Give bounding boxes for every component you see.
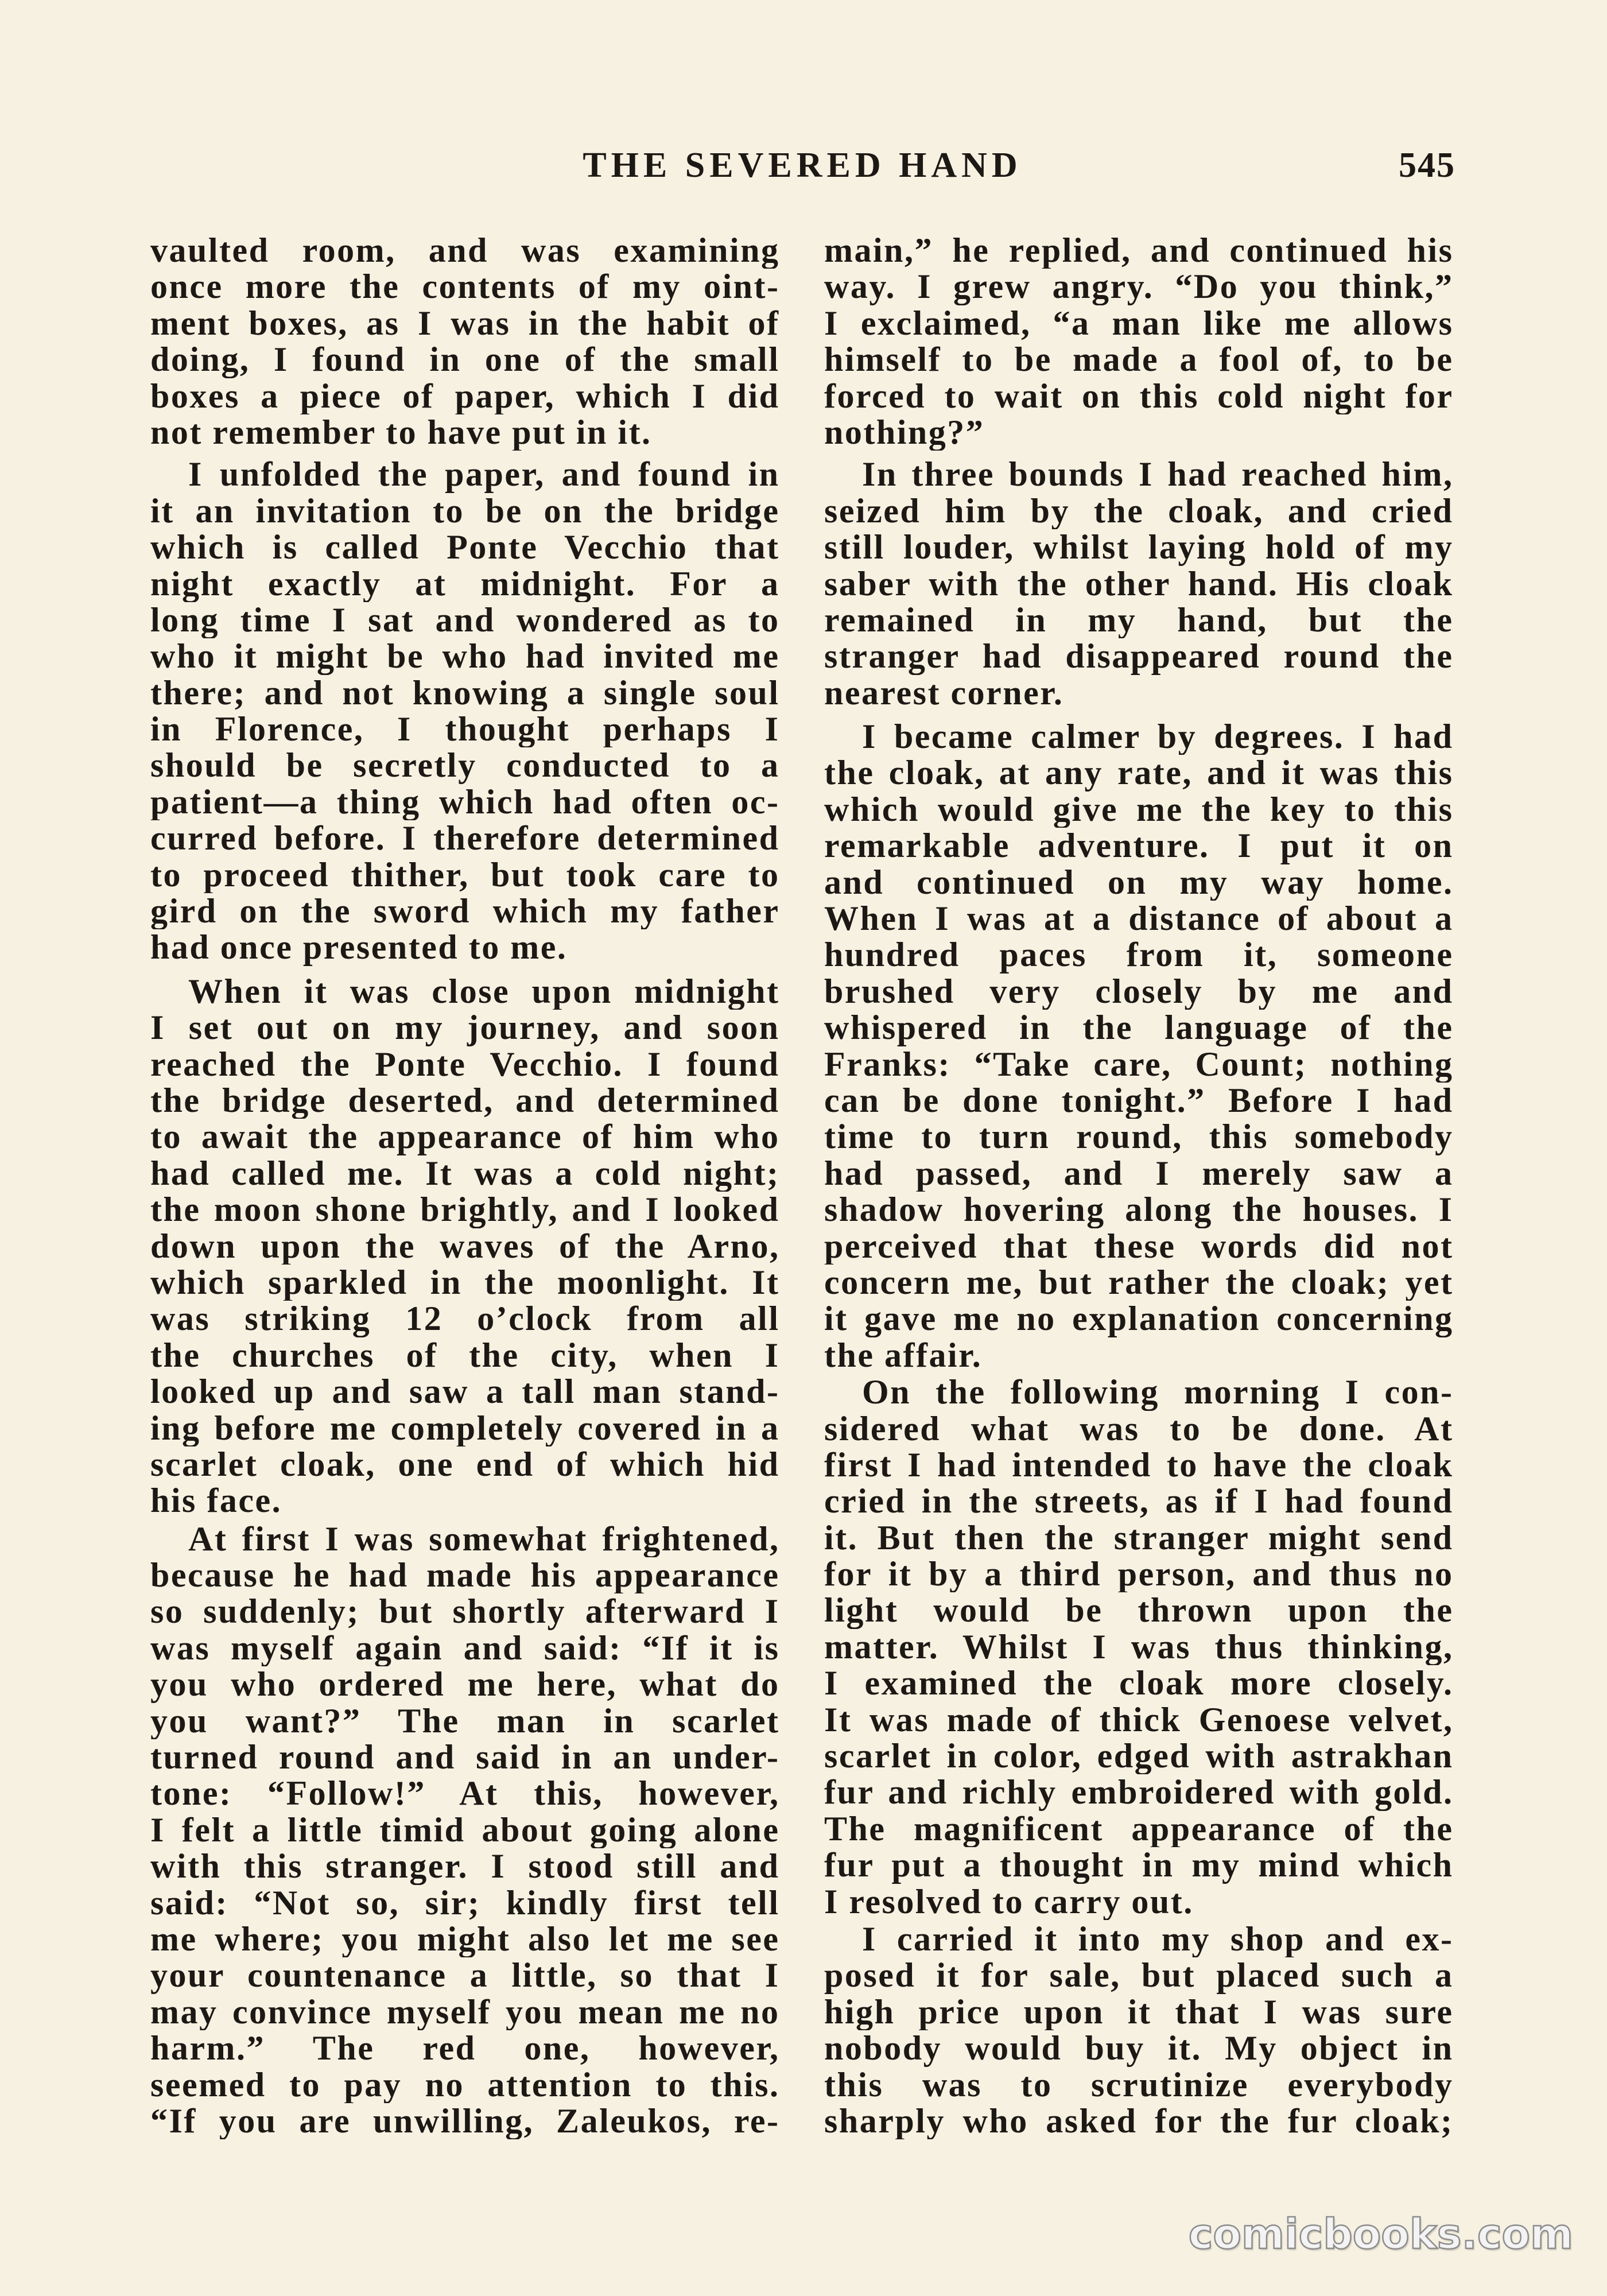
text-line: in Florence, I thought perhaps I: [150, 711, 780, 748]
text-line: the affair.: [824, 1337, 983, 1374]
text-line: seemed to pay no attention to this.: [150, 2066, 780, 2103]
text-line: to proceed thither, but took care to: [150, 856, 780, 894]
text-line: which sparkled in the moonlight. It: [150, 1264, 780, 1301]
paragraph: [824, 456, 1452, 711]
text-line: sidered what was to be done. At: [824, 1410, 1454, 1447]
text-line: curred before. I therefore determined: [150, 820, 780, 857]
text-line: stranger had disappeared round the: [824, 638, 1454, 675]
text-line: vaulted room, and was examining: [150, 232, 780, 269]
text-line: with this stranger. I stood still and: [150, 1848, 780, 1885]
text-line: I carried it into my shop and ex-: [862, 1921, 1454, 1958]
text-line: time to turn round, this somebody: [824, 1119, 1454, 1155]
text-line: scarlet cloak, one end of which hid: [150, 1446, 780, 1483]
text-line: said: “Not so, sir; kindly first tell: [150, 1884, 780, 1921]
text-line: it an invitation to be on the bridge: [150, 492, 780, 530]
text-line: which would give me the key to this: [824, 791, 1454, 828]
text-line: remained in my hand, but the: [824, 602, 1454, 639]
text-line: your countenance a little, so that I: [150, 1957, 780, 1994]
text-line: sharply who asked for the fur cloak;: [824, 2103, 1454, 2140]
text-line: his face.: [150, 1483, 282, 1519]
page-number: 545: [1399, 146, 1455, 185]
left-column: [150, 232, 778, 2139]
text-line: In three bounds I had reached him,: [862, 456, 1454, 493]
text-line: Franks: “Take care, Count; nothing: [824, 1046, 1454, 1083]
text-line: still louder, whilst laying hold of my: [824, 529, 1454, 566]
text-line: At first I was somewhat frightened,: [188, 1521, 780, 1558]
text-line: there; and not knowing a single soul: [150, 674, 780, 712]
text-line: nothing?”: [824, 414, 985, 451]
text-line: brushed very closely by me and: [824, 973, 1454, 1010]
text-line: this was to scrutinize everybody: [824, 2066, 1454, 2103]
paragraph: [824, 232, 1452, 451]
text-line: had passed, and I merely saw a: [824, 1155, 1454, 1192]
text-line: high price upon it that I was sure: [824, 1994, 1454, 2031]
text-line: doing, I found in one of the small: [150, 342, 780, 378]
text-line: fur and richly embroidered with gold.: [824, 1774, 1454, 1811]
text-line: I felt a little timid about going alone: [150, 1812, 780, 1849]
text-line: looked up and saw a tall man stand-: [150, 1374, 780, 1410]
text-line: you who ordered me here, what do: [150, 1666, 780, 1703]
text-line: On the following morning I con-: [862, 1374, 1454, 1411]
text-line: light would be thrown upon the: [824, 1592, 1454, 1629]
watermark-logo: comicbooks.com: [1188, 2210, 1573, 2258]
text-line: The magnificent appearance of the: [824, 1810, 1454, 1848]
text-line: nobody would buy it. My object in: [824, 2030, 1454, 2067]
text-line: seized him by the cloak, and cried: [824, 492, 1454, 530]
text-line: main,” he replied, and continued his: [824, 232, 1454, 269]
text-line: may convince myself you mean me no: [150, 1994, 780, 2031]
text-line: “If you are unwilling, Zaleukos, re-: [150, 2103, 780, 2140]
text-line: hundred paces from it, someone: [824, 937, 1454, 974]
text-line: should be secretly conducted to a: [150, 747, 780, 784]
text-line: which is called Ponte Vecchio that: [150, 529, 780, 566]
text-line: I examined the cloak more closely.: [824, 1665, 1454, 1702]
text-line: who it might be who had invited me: [150, 638, 780, 675]
text-line: matter. Whilst I was thus thinking,: [824, 1628, 1454, 1666]
paragraph: [824, 719, 1452, 1374]
text-line: When it was close upon midnight: [188, 973, 780, 1010]
text-line: I exclaimed, “a man like me allows: [824, 305, 1454, 342]
text-line: nearest corner.: [824, 674, 1064, 712]
text-line: I resolved to carry out.: [824, 1883, 1194, 1920]
text-line: concern me, but rather the cloak; yet: [824, 1264, 1454, 1301]
text-line: it gave me no explanation concerning: [824, 1301, 1454, 1337]
text-line: first I had intended to have the cloak: [824, 1446, 1454, 1484]
text-line: tone: “Follow!” At this, however,: [150, 1775, 780, 1812]
text-line: ment boxes, as I was in the habit of: [150, 305, 780, 342]
text-line: and continued on my way home.: [824, 864, 1454, 901]
text-line: not remember to have put in it.: [150, 414, 652, 451]
text-line: It was made of thick Genoese velvet,: [824, 1701, 1454, 1739]
text-line: the churches of the city, when I: [150, 1337, 780, 1374]
text-line: cried in the streets, as if I had found: [824, 1483, 1454, 1520]
text-line: remarkable adventure. I put it on: [824, 828, 1454, 864]
paragraph: [150, 974, 778, 1519]
text-line: gird on the sword which my father: [150, 893, 780, 930]
text-line: scarlet in color, edged with astrakhan: [824, 1738, 1454, 1775]
text-line: whispered in the language of the: [824, 1010, 1454, 1046]
text-line: fur put a thought in my mind which: [824, 1847, 1454, 1884]
text-line: had called me. It was a cold night;: [150, 1155, 780, 1192]
text-line: me where; you might also let me see: [150, 1921, 780, 1958]
text-line: forced to wait on this cold night for: [824, 378, 1454, 414]
text-line: had once presented to me.: [150, 929, 568, 966]
text-line: When I was at a distance of about a: [824, 901, 1454, 937]
text-line: the moon shone brightly, and I looked: [150, 1192, 780, 1228]
text-line: night exactly at midnight. For a: [150, 565, 780, 602]
text-line: once more the contents of my oint-: [150, 269, 780, 305]
text-line: because he had made his appearance: [150, 1557, 780, 1594]
text-line: you want?” The man in scarlet: [150, 1702, 780, 1740]
text-line: patient—a thing which had often oc-: [150, 784, 780, 821]
text-line: posed it for sale, but placed such a: [824, 1957, 1454, 1994]
text-line: the cloak, at any rate, and it was this: [824, 755, 1454, 792]
text-line: I set out on my journey, and soon: [150, 1010, 780, 1046]
running-head-title: THE SEVERED HAND: [583, 146, 1022, 185]
text-line: harm.” The red one, however,: [150, 2030, 780, 2067]
text-line: himself to be made a fool of, to be: [824, 342, 1454, 378]
paragraph: [150, 1521, 778, 2140]
text-line: it. But then the stranger might send: [824, 1519, 1454, 1557]
paragraph: [150, 232, 778, 451]
text-line: shadow hovering along the houses. I: [824, 1192, 1454, 1228]
text-line: I unfolded the paper, and found in: [188, 456, 780, 493]
paragraph: [150, 456, 778, 965]
text-line: boxes a piece of paper, which I did: [150, 378, 780, 414]
text-line: down upon the waves of the Arno,: [150, 1228, 780, 1265]
text-line: ing before me completely covered in a: [150, 1410, 780, 1446]
text-line: was striking 12 o’clock from all: [150, 1301, 780, 1337]
text-line: saber with the other hand. His cloak: [824, 565, 1454, 602]
text-line: was myself again and said: “If it is: [150, 1630, 780, 1667]
text-line: to await the appearance of him who: [150, 1119, 780, 1155]
text-line: way. I grew angry. “Do you think,”: [824, 269, 1454, 305]
paragraph: [824, 1374, 1452, 1920]
right-column: [824, 232, 1452, 2139]
paragraph: [824, 1921, 1452, 2139]
text-line: can be done tonight.” Before I had: [824, 1082, 1454, 1119]
text-line: so suddenly; but shortly afterward I: [150, 1593, 780, 1630]
text-line: long time I sat and wondered as to: [150, 602, 780, 639]
text-line: reached the Ponte Vecchio. I found: [150, 1046, 780, 1083]
text-line: perceived that these words did not: [824, 1228, 1454, 1265]
text-line: turned round and said in an under-: [150, 1739, 780, 1776]
text-line: the bridge deserted, and determined: [150, 1082, 780, 1119]
text-line: I became calmer by degrees. I had: [862, 719, 1454, 755]
text-line: for it by a third person, and thus no: [824, 1556, 1454, 1593]
